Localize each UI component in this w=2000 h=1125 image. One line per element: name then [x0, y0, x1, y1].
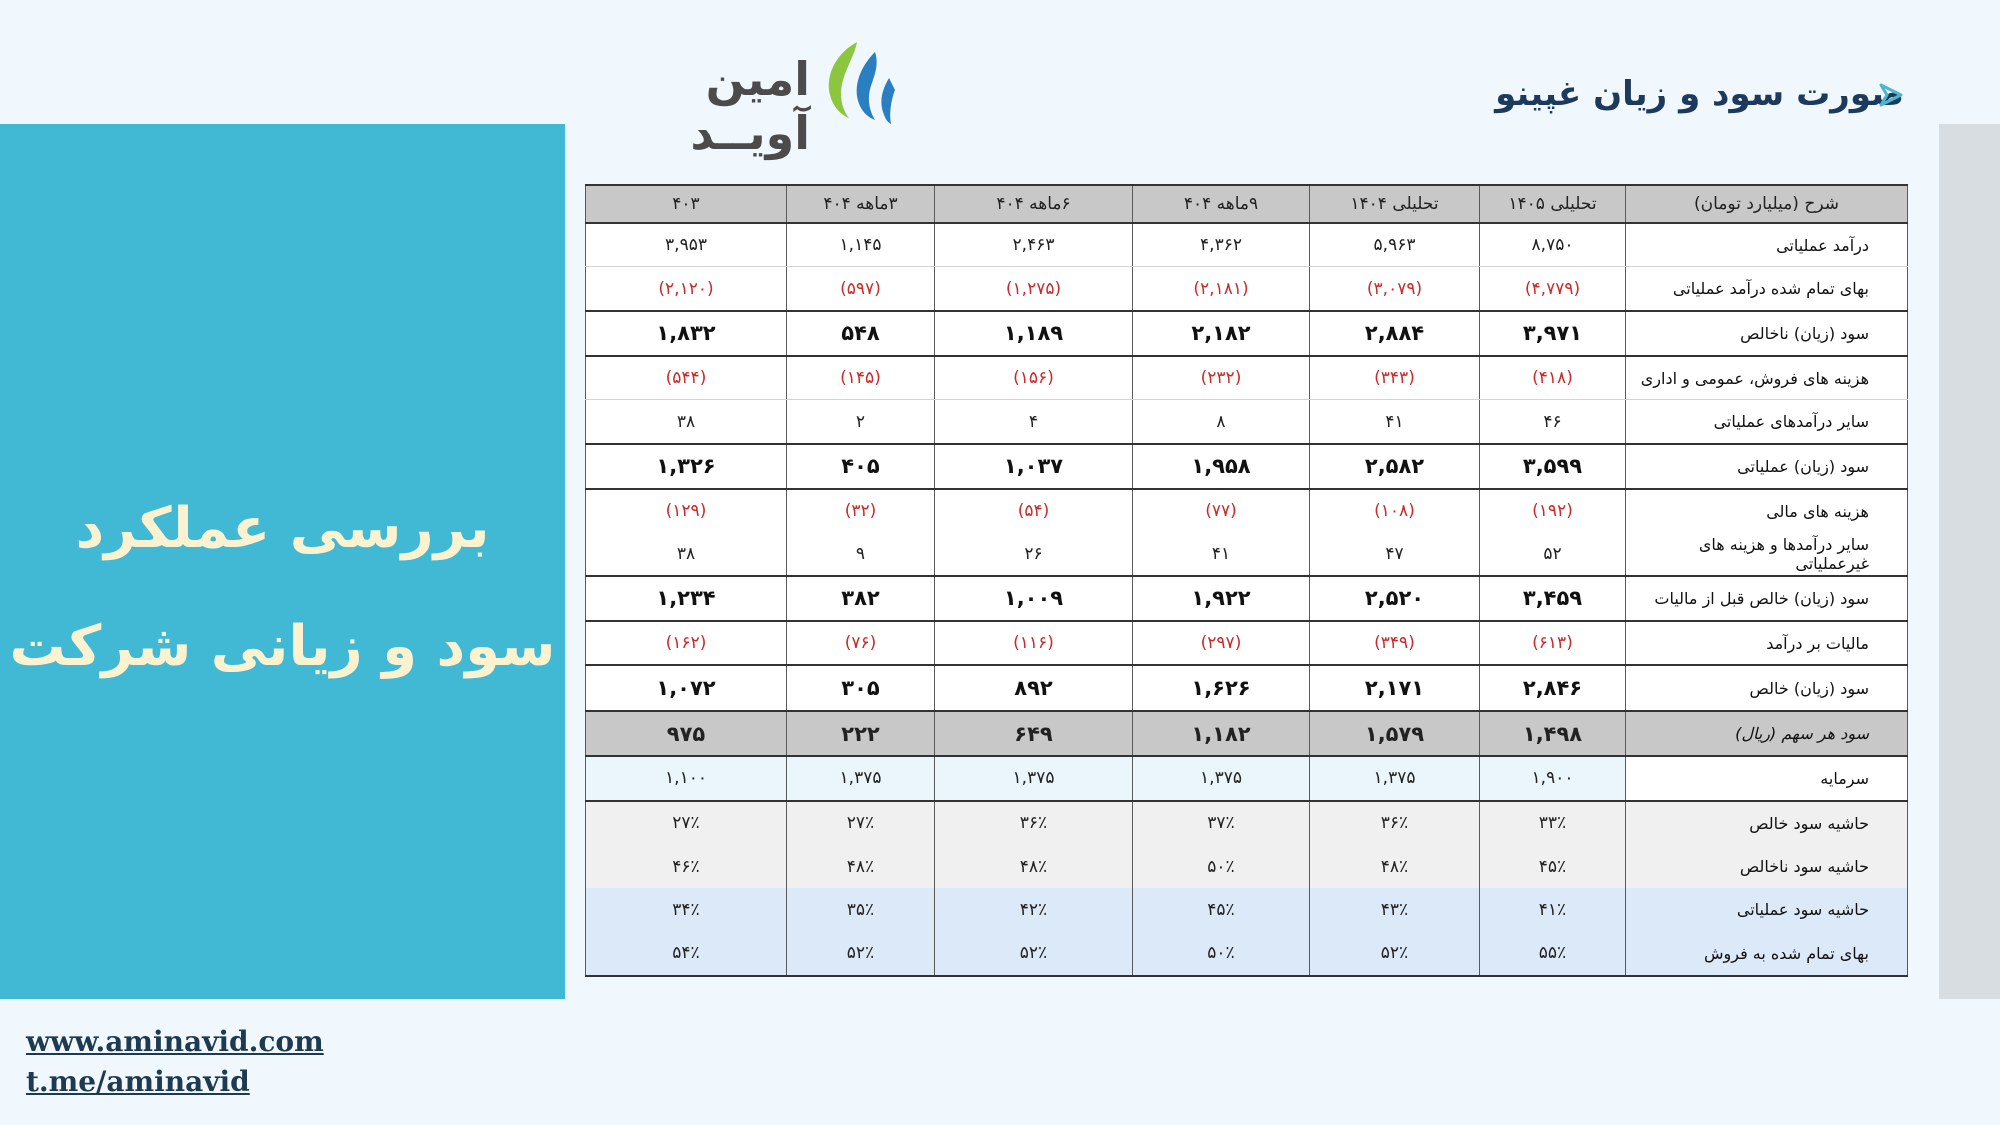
column-header: ۶ماهه ۴۰۴: [935, 185, 1133, 223]
row-label: هزینه های فروش، عمومی و اداری: [1626, 356, 1908, 400]
row-label: سایر درآمدها و هزینه های غیرعملیاتی: [1626, 532, 1908, 575]
column-header: ۴۰۳: [586, 185, 787, 223]
table-cell: ۵,۹۶۳: [1310, 223, 1480, 267]
table-cell: ۵۵٪: [1480, 932, 1626, 976]
table-cell: ۱,۳۲۶: [586, 444, 787, 489]
table-row: [586, 444, 1908, 489]
table-cell: ۴۰۵: [787, 444, 935, 489]
table-row: [586, 932, 1908, 976]
table-cell: ۴۷: [1310, 532, 1480, 575]
row-label: حاشیه سود ناخالص: [1626, 845, 1908, 888]
table-cell: ۲۶: [935, 532, 1133, 575]
column-header: تحلیلی ۱۴۰۴: [1310, 185, 1480, 223]
table-cell: (۴,۷۷۹): [1480, 267, 1626, 311]
table-cell: ۴۸٪: [787, 845, 935, 888]
brand-logo: [585, 38, 905, 160]
table-cell: ۱,۳۷۵: [787, 756, 935, 800]
table-cell: ۴۵٪: [1133, 888, 1310, 931]
row-label: مالیات بر درآمد: [1626, 621, 1908, 665]
table-cell: ۳,۵۹۹: [1480, 444, 1626, 489]
row-label: سود (زیان) خالص: [1626, 665, 1908, 710]
table-cell: (۱۶۲): [586, 621, 787, 665]
table-cell: ۴۲٪: [935, 888, 1133, 931]
income-statement-table: [585, 184, 1908, 977]
row-label: سرمایه: [1626, 756, 1908, 800]
table-cell: ۱,۰۰۹: [935, 576, 1133, 621]
table-cell: ۲,۱۷۱: [1310, 665, 1480, 710]
row-label: حاشیه سود عملیاتی: [1626, 888, 1908, 931]
table-cell: ۴۱: [1133, 532, 1310, 575]
table-row: [586, 711, 1908, 756]
table-cell: ۵۲٪: [787, 932, 935, 976]
table-cell: ۱,۹۲۲: [1133, 576, 1310, 621]
table-cell: (۶۱۳): [1480, 621, 1626, 665]
table-cell: ۱,۳۷۵: [1310, 756, 1480, 800]
logo-text: امین آویــد: [690, 52, 810, 160]
table-cell: ۱,۱۸۹: [935, 311, 1133, 356]
table-cell: ۱,۱۴۵: [787, 223, 935, 267]
table-cell: ۴۶: [1480, 400, 1626, 444]
table-cell: ۳۳٪: [1480, 801, 1626, 845]
table-row: [586, 223, 1908, 267]
table-row: [586, 801, 1908, 845]
table-cell: (۱۵۶): [935, 356, 1133, 400]
table-cell: ۱,۹۵۸: [1133, 444, 1310, 489]
table-cell: ۴۳٪: [1310, 888, 1480, 931]
table-cell: ۱,۳۷۵: [1133, 756, 1310, 800]
table-cell: ۴۱٪: [1480, 888, 1626, 931]
row-label: هزینه های مالی: [1626, 489, 1908, 532]
table-cell: ۲,۸۴۶: [1480, 665, 1626, 710]
table-header-row: [586, 185, 1908, 223]
table-row: [586, 621, 1908, 665]
row-label: سود (زیان) خالص قبل از مالیات: [1626, 576, 1908, 621]
table-row: [586, 532, 1908, 575]
table-cell: (۲,۱۲۰): [586, 267, 787, 311]
table-cell: (۱۴۵): [787, 356, 935, 400]
table-row: [586, 576, 1908, 621]
row-label: سود هر سهم (ریال): [1626, 711, 1908, 756]
table-cell: ۳۷٪: [1133, 801, 1310, 845]
table-cell: ۱,۳۷۵: [935, 756, 1133, 800]
table-cell: (۲۹۷): [1133, 621, 1310, 665]
table-cell: ۴۸٪: [935, 845, 1133, 888]
right-decor-strip: [1939, 124, 2000, 999]
table-cell: (۷۶): [787, 621, 935, 665]
table-row: [586, 888, 1908, 931]
table-cell: ۸: [1133, 400, 1310, 444]
table-cell: ۳۵٪: [787, 888, 935, 931]
table-cell: (۳۴۳): [1310, 356, 1480, 400]
table-cell: (۵۴۴): [586, 356, 787, 400]
column-header: شرح (میلیارد تومان): [1626, 185, 1908, 223]
table-cell: (۳,۰۷۹): [1310, 267, 1480, 311]
table-row: [586, 356, 1908, 400]
logo-mark-icon: [817, 38, 897, 132]
row-label: بهای تمام شده درآمد عملیاتی: [1626, 267, 1908, 311]
table-row: [586, 311, 1908, 356]
table-cell: ۵۲٪: [935, 932, 1133, 976]
column-header: ۳ماهه ۴۰۴: [787, 185, 935, 223]
table-cell: (۱۹۲): [1480, 489, 1626, 532]
table-cell: ۵۴٪: [586, 932, 787, 976]
table-cell: ۳,۹۵۳: [586, 223, 787, 267]
table-cell: (۲۳۲): [1133, 356, 1310, 400]
table-cell: ۲,۱۸۲: [1133, 311, 1310, 356]
row-label: حاشیه سود خالص: [1626, 801, 1908, 845]
row-label: سود (زیان) عملیاتی: [1626, 444, 1908, 489]
table-cell: ۵۲: [1480, 532, 1626, 575]
table-row: [586, 845, 1908, 888]
table-cell: ۸,۷۵۰: [1480, 223, 1626, 267]
table-cell: ۳۸: [586, 400, 787, 444]
table-cell: (۵۴): [935, 489, 1133, 532]
table-cell: ۲۷٪: [787, 801, 935, 845]
table-cell: ۱,۱۰۰: [586, 756, 787, 800]
table-row: [586, 489, 1908, 532]
table-cell: ۲,۴۶۳: [935, 223, 1133, 267]
table-cell: ۱,۶۲۶: [1133, 665, 1310, 710]
title-arrow-icon: [1878, 82, 1904, 108]
row-label: سود (زیان) ناخالص: [1626, 311, 1908, 356]
section-title: [0, 470, 565, 706]
table-cell: ۲,۵۲۰: [1310, 576, 1480, 621]
table-cell: (۴۱۸): [1480, 356, 1626, 400]
table-cell: ۴۱: [1310, 400, 1480, 444]
footer-links: [26, 1022, 324, 1102]
table-cell: ۴۵٪: [1480, 845, 1626, 888]
table-cell: ۲: [787, 400, 935, 444]
table-cell: (۱۲۹): [586, 489, 787, 532]
table-cell: ۵۲٪: [1310, 932, 1480, 976]
table-cell: ۲۷٪: [586, 801, 787, 845]
table-cell: ۲,۵۸۲: [1310, 444, 1480, 489]
table-cell: ۹۷۵: [586, 711, 787, 756]
row-label: درآمد عملیاتی: [1626, 223, 1908, 267]
row-label: سایر درآمدهای عملیاتی: [1626, 400, 1908, 444]
table-cell: (۳۲): [787, 489, 935, 532]
table-cell: (۱,۲۷۵): [935, 267, 1133, 311]
table-cell: ۵۰٪: [1133, 845, 1310, 888]
table-cell: ۳,۴۵۹: [1480, 576, 1626, 621]
table-cell: (۷۷): [1133, 489, 1310, 532]
table-cell: ۴,۳۶۲: [1133, 223, 1310, 267]
table-cell: ۲,۸۸۴: [1310, 311, 1480, 356]
table-cell: ۶۴۹: [935, 711, 1133, 756]
table-cell: ۳۰۵: [787, 665, 935, 710]
table-cell: ۱,۴۹۸: [1480, 711, 1626, 756]
table-cell: ۳۸: [586, 532, 787, 575]
table-row: [586, 400, 1908, 444]
table-cell: ۱,۸۳۲: [586, 311, 787, 356]
table-cell: (۳۴۹): [1310, 621, 1480, 665]
table-cell: ۳۶٪: [935, 801, 1133, 845]
table-cell: (۱۱۶): [935, 621, 1133, 665]
table-cell: ۱,۹۰۰: [1480, 756, 1626, 800]
table-row: [586, 267, 1908, 311]
table-cell: ۱,۰۷۲: [586, 665, 787, 710]
column-header: ۹ماهه ۴۰۴: [1133, 185, 1310, 223]
table-cell: (۱۰۸): [1310, 489, 1480, 532]
table-cell: (۲,۱۸۱): [1133, 267, 1310, 311]
table-cell: ۲۲۲: [787, 711, 935, 756]
table-cell: ۹: [787, 532, 935, 575]
table-row: [586, 756, 1908, 800]
column-header: تحلیلی ۱۴۰۵: [1480, 185, 1626, 223]
table-cell: ۵۰٪: [1133, 932, 1310, 976]
table-cell: ۱,۲۳۴: [586, 576, 787, 621]
table-cell: ۴۶٪: [586, 845, 787, 888]
row-label: بهای تمام شده به فروش: [1626, 932, 1908, 976]
page-title: صورت سود و زیان غپینو: [1495, 74, 1904, 114]
table-cell: ۳۸۲: [787, 576, 935, 621]
table-cell: ۸۹۲: [935, 665, 1133, 710]
telegram-link[interactable]: t.me/aminavid: [26, 1065, 250, 1098]
table-cell: ۳۶٪: [1310, 801, 1480, 845]
table-cell: ۵۴۸: [787, 311, 935, 356]
table-cell: ۱,۵۷۹: [1310, 711, 1480, 756]
section-title-line1: بررسی عملکرد: [75, 496, 490, 561]
section-title-line2: سود و زیانی شرکت: [9, 614, 556, 679]
website-link[interactable]: www.aminavid.com: [26, 1025, 324, 1058]
table-cell: ۱,۱۸۲: [1133, 711, 1310, 756]
table-row: [586, 665, 1908, 710]
table-cell: ۴: [935, 400, 1133, 444]
table-cell: ۳,۹۷۱: [1480, 311, 1626, 356]
table-cell: ۳۴٪: [586, 888, 787, 931]
table-cell: ۴۸٪: [1310, 845, 1480, 888]
table-cell: (۵۹۷): [787, 267, 935, 311]
table-cell: ۱,۰۳۷: [935, 444, 1133, 489]
